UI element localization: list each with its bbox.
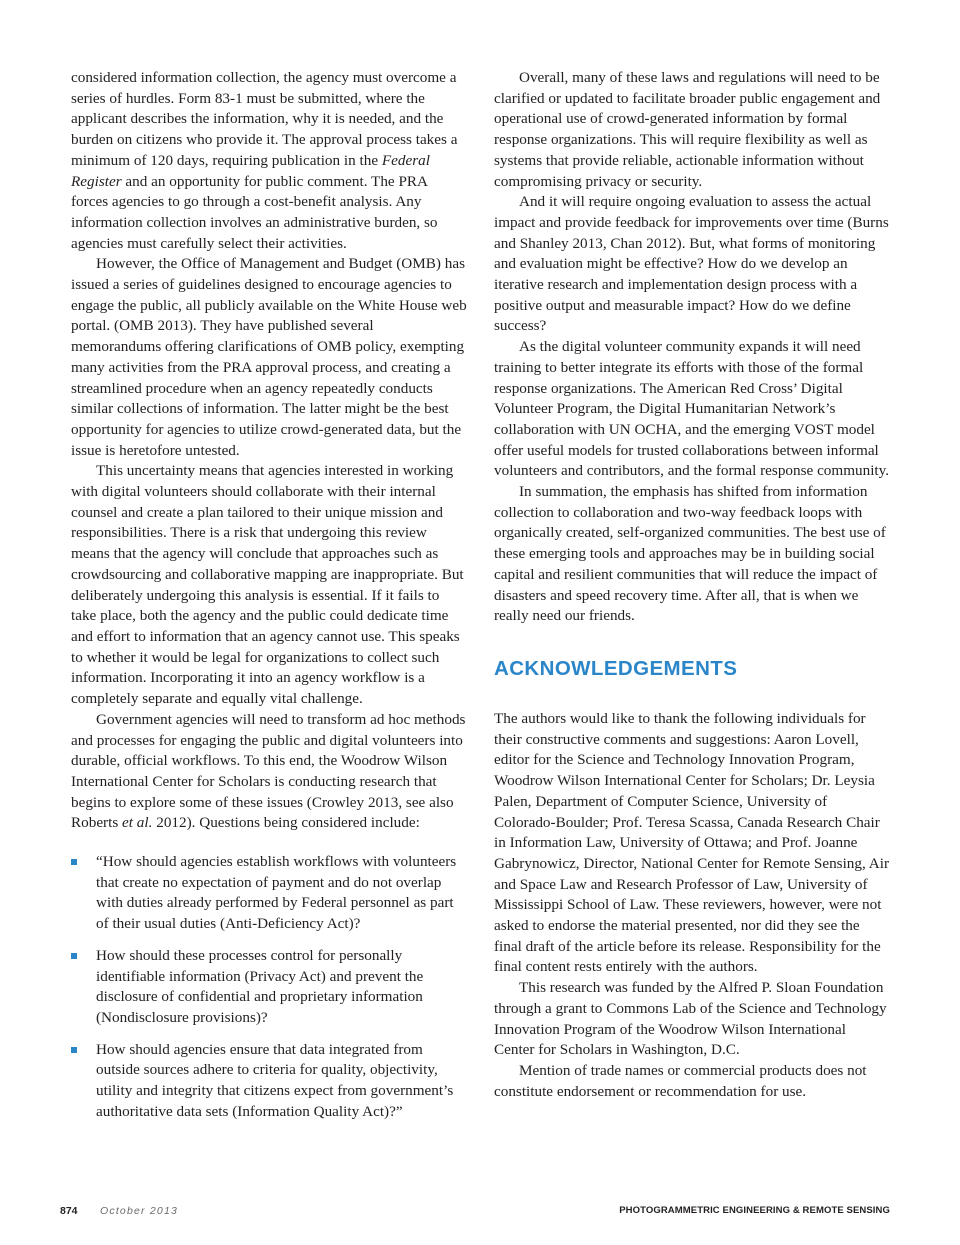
page-number: 874 (60, 1205, 78, 1217)
section-heading: ACKNOWLEDGEMENTS (494, 656, 738, 680)
paragraph: This uncertainty means that agencies interested in working with digital volunteers should collaborate with their internal counsel and create a plan tailored to their unique mission and responsibilities. There is a risk that undergoing this review means that the agency will conclude that approaches such as crowdsourcing and collaborative mapping are inappropriate. But deliberately undergoing this analysis is essential. If it fails to take place, both the agency and the public could dedicate time and effort to information that an agency cannot use. This speaks to whether it would be legal for organizations to collect such information. Incorporating it into an agency workflow is a completely separate and equally vital challenge. (71, 462, 464, 708)
questions-list (71, 852, 467, 1122)
issue-date: October 2013 (100, 1205, 179, 1217)
paragraph: In summation, the emphasis has shifted from information collection to collaboration and two-way feedback loops with organically created, self-organized communities. The best use of these emerging tools and approaches may be in building social capital and resilient communities that will reduce the impact of disasters and speed recovery time. After all, that is when we really need our friends. (494, 483, 886, 625)
journal-name: PHOTOGRAMMETRIC ENGINEERING & REMOTE SENSING (619, 1205, 890, 1216)
paragraph: Government agencies will need to transform ad hoc methods and processes for engaging the public and digital volunteers into durable, official workflows. To this end, the Woodrow Wilson International Center for Scholars is conducting research that begins to explore some of these issues (Crowley 2013, see also Roberts et al. 2012). Questions being considered include: (71, 710, 466, 832)
paragraph: And it will require ongoing evaluation to assess the actual impact and provide feedback for improvements over time (Burns and Shanley 2013, Chan 2012). But, what forms of monitoring and evaluation might be effective? How do we develop an iterative research and implementation design process with a positive output and measurable impact? How do we define success? (494, 193, 889, 335)
emphasis: et al. (122, 814, 153, 832)
paragraph: Mention of trade names or commercial products does not constitute endorsement or recommendation for use. (494, 1061, 867, 1100)
square-bullet-icon (71, 953, 77, 959)
list-item: “How should agencies establish workflows with volunteers that create no expectation of payment and do not overlap with duties already performed by Federal personnel as part of their usual duties (Anti-Deficiency Act)? (71, 852, 467, 935)
page-footer (60, 1205, 890, 1221)
paragraph: Overall, many of these laws and regulations will need to be clarified or updated to facilitate broader public engagement and operational use of crowd-generated information by formal response organizations. This will require flexibility as well as systems that provide reliable, actionable information without compromising privacy or security. (494, 69, 881, 190)
list-item: How should these processes control for personally identifiable information (Privacy Act) and prevent the disclosure of confidential and proprietary information (Nondisclosure provisions)? (71, 946, 467, 1029)
paragraph: However, the Office of Management and Budget (OMB) has issued a series of guidelines designed to encourage agencies to engage the public, all publicly available on the White House web portal. (OMB 2013). They have published several memorandums offering clarifications of OMB policy, exempting many activities from the PRA approval process, and creating a streamlined procedure when an agency repeatedly conducts similar collections of information. The latter might be the best opportunity for agencies to utilize crowd-generated data, but the issue is heretofore untested. (71, 255, 467, 459)
left-column (71, 68, 467, 1133)
right-column (494, 68, 890, 1102)
paragraph: As the digital volunteer community expands it will need training to better integrate its efforts with those of the formal response organizations. The American Red Cross’ Digital Volunteer Program, the Digital Humanitarian Network’s collaboration with UN OCHA, and the emerging VOST model offer useful models for trusted collaborations between informal volunteers and contributors, and the formal response community. (494, 338, 890, 480)
square-bullet-icon (71, 1047, 77, 1053)
emphasis: Federal Register (71, 151, 430, 190)
square-bullet-icon (71, 859, 77, 865)
paragraph: The authors would like to thank the following individuals for their constructive comments and suggestions: Aaron Lovell, editor for the Science and Technology Innovation Program, Woodrow Wilson International Center for Scholars; Dr. Leysia Palen, Department of Computer Science, University of Colorado-Boulder; Prof. Teresa Scassa, Canada Research Chair in Information Law, University of Ottawa; and Prof. Joanne Gabrynowicz, Director, National Center for Remote Sensing, Air and Space Law and Research Professor of Law, University of Mississippi School of Law. These reviewers, however, were not asked to endorse the material presented, nor did they see the final draft of the article before its release. Responsibility for the final content rests entirely with the authors. (494, 709, 889, 976)
paragraph: This research was funded by the Alfred P. Sloan Foundation through a grant to Commons Lab of the Science and Technology Innovation Program of the Woodrow Wilson International Center for Scholars in Washington, D.C. (494, 979, 887, 1059)
paragraph: considered information collection, the agency must overcome a series of hurdles. Form 83-1 must be submitted, where the applicant describes the information, why it is needed, and the burden on citizens who provide it. The approval process takes a minimum of 120 days, requiring publication in the Federal Register and an opportunity for public comment. The PRA forces agencies to go through a cost-benefit analysis. Any information collection involves an administrative burden, so agencies must carefully select their activities. (71, 69, 458, 252)
list-item: How should agencies ensure that data integrated from outside sources adhere to criteria for quality, objectivity, utility and integrity that citizens expect from government’s authoritative data sets (Information Quality Act)?” (71, 1040, 467, 1123)
